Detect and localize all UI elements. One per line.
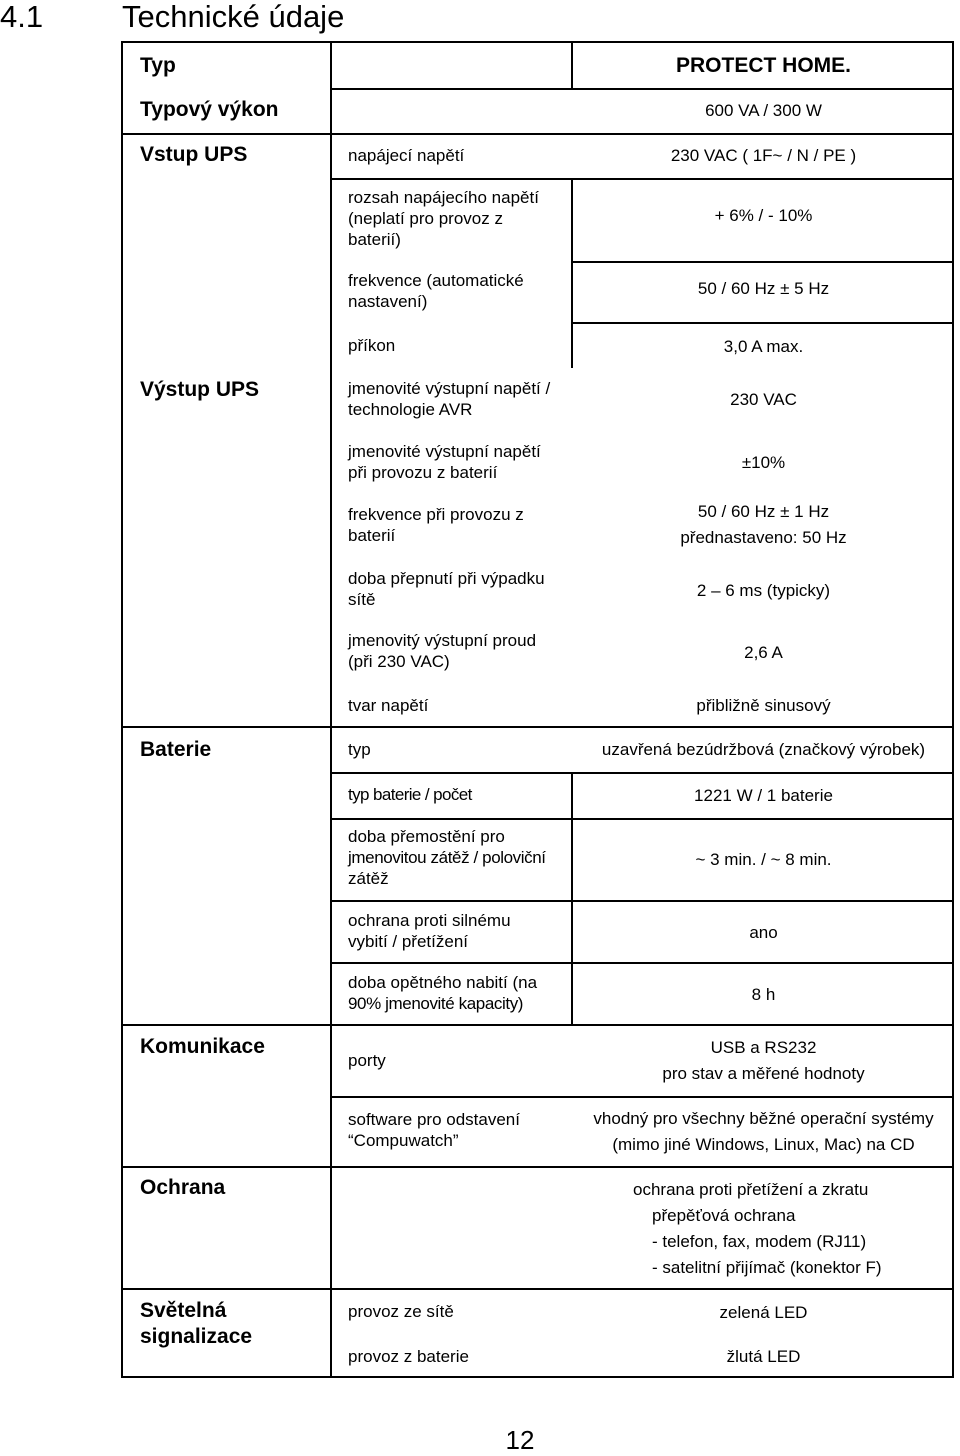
param-line: jmenovité výstupní napětí xyxy=(348,442,541,461)
param-tvar-napeti: tvar napětí xyxy=(348,696,429,715)
ochrana-line: - telefon, fax, modem (RJ11) xyxy=(652,1232,867,1251)
row-divider xyxy=(121,1024,954,1026)
label-svetelna-signalizace xyxy=(140,1298,252,1350)
row-divider xyxy=(330,962,954,964)
value-line: přednastaveno: 50 Hz xyxy=(680,528,847,547)
param-line: technologie AVR xyxy=(348,400,473,419)
row-divider xyxy=(330,772,954,774)
param-line: zátěž xyxy=(348,869,389,888)
value-doba-premosteni: ~ 3 min. / ~ 8 min. xyxy=(695,850,832,869)
row-divider xyxy=(330,88,954,90)
param-typ-baterie: typ xyxy=(348,740,371,759)
value-line: vhodný pro všechny běžné operační systémy xyxy=(593,1109,934,1128)
param-line: jmenovité výstupní napětí / xyxy=(348,379,551,398)
param-line: jmenovitou zátěž / poloviční xyxy=(348,848,546,867)
param-rozsah-napeti xyxy=(348,187,539,250)
label-vystup-ups: Výstup UPS xyxy=(140,378,260,401)
param-provoz-baterie: provoz z baterie xyxy=(348,1347,469,1366)
value-doba-prepnuti: 2 – 6 ms (typicky) xyxy=(696,581,831,600)
value-typ-baterie: uzavřená bezúdržbová (značkový výrobek) xyxy=(601,740,926,759)
param-ochrana-vybiti xyxy=(348,910,511,952)
param-napajeci-napeti: napájecí napětí xyxy=(348,146,465,165)
param-line: nastavení) xyxy=(348,292,428,311)
ochrana-line: přepěťová ochrana xyxy=(652,1206,796,1225)
page-number: 12 xyxy=(505,1425,535,1455)
value-line: (mimo jiné Windows, Linux, Mac) na CD xyxy=(612,1135,915,1154)
value-frekvence: 50 / 60 Hz ± 5 Hz xyxy=(697,279,830,298)
typovy-vykon-value: 600 VA / 300 W xyxy=(705,101,822,120)
value-line: USB a RS232 xyxy=(710,1038,817,1057)
param-line: (neplatí pro provoz z xyxy=(348,209,503,228)
param-software xyxy=(348,1109,520,1151)
ochrana-value xyxy=(633,1177,882,1281)
value-vystupni-napeti: 230 VAC xyxy=(730,390,797,409)
row-divider xyxy=(330,1096,954,1098)
param-line: vybití / přetížení xyxy=(348,932,468,951)
param-line: jmenovitý výstupní proud xyxy=(348,631,537,650)
param-prikon: příkon xyxy=(348,336,396,355)
value-line: pro stav a měřené hodnoty xyxy=(662,1064,865,1083)
value-napajeci-napeti: 230 VAC ( 1F~ / N / PE ) xyxy=(670,146,857,165)
value-frekvence-baterie xyxy=(573,499,954,551)
param-line: “Compuwatch” xyxy=(348,1131,459,1150)
value-ochrana-vybiti: ano xyxy=(749,923,778,942)
label-baterie: Baterie xyxy=(140,738,212,761)
row-divider xyxy=(330,178,954,180)
param-line: při provozu z baterií xyxy=(348,463,498,482)
param-line: rozsah napájecího napětí xyxy=(348,188,539,207)
param-frekvence-baterie xyxy=(348,504,524,546)
row-divider xyxy=(571,322,954,324)
row-divider xyxy=(571,261,954,263)
param-porty: porty xyxy=(348,1051,386,1070)
value-doba-nabiti: 8 h xyxy=(751,985,776,1004)
param-line: ochrana proti silnému xyxy=(348,911,511,930)
param-line: doba přepnutí při výpadku xyxy=(348,569,545,588)
row-divider xyxy=(330,900,954,902)
param-napeti-baterie xyxy=(348,441,541,483)
param-frekvence xyxy=(348,270,524,312)
row-divider xyxy=(121,1166,954,1168)
row-divider xyxy=(121,1288,954,1290)
row-divider xyxy=(330,818,954,820)
value-provoz-site: zelená LED xyxy=(719,1303,808,1322)
param-vystupni-napeti xyxy=(348,378,550,420)
param-line: doba opětného nabití (na xyxy=(348,973,538,992)
value-porty xyxy=(573,1035,954,1087)
param-doba-prepnuti xyxy=(348,568,545,610)
value-prikon: 3,0 A max. xyxy=(723,337,804,356)
param-line: 90% jmenovité kapacity) xyxy=(348,994,524,1013)
param-line: doba přemostění pro xyxy=(348,827,505,846)
col-divider xyxy=(330,41,332,1378)
param-doba-nabiti xyxy=(348,972,537,1014)
label-typovy-vykon: Typový výkon xyxy=(140,98,279,121)
value-rozsah-napeti: + 6% / - 10% xyxy=(714,206,813,225)
label-line: Světelná xyxy=(140,1299,227,1322)
value-software xyxy=(573,1106,954,1158)
param-typ-pocet: typ baterie / počet xyxy=(348,785,472,804)
param-vystupni-proud xyxy=(348,630,536,672)
label-komunikace: Komunikace xyxy=(140,1035,265,1058)
section-title: Technické údaje xyxy=(122,0,345,34)
value-typ-pocet: 1221 W / 1 baterie xyxy=(694,786,833,805)
param-line: frekvence při provozu z xyxy=(348,505,524,524)
param-line: (při 230 VAC) xyxy=(348,652,450,671)
param-line: sítě xyxy=(348,590,376,609)
section-number: 4.1 xyxy=(0,0,44,34)
param-provoz-site: provoz ze sítě xyxy=(348,1302,454,1321)
value-vystupni-proud: 2,6 A xyxy=(744,643,783,662)
param-line: baterií xyxy=(348,526,396,545)
param-line: software pro odstavení xyxy=(348,1110,520,1129)
ochrana-line: - satelitní přijímač (konektor F) xyxy=(652,1258,882,1277)
label-typ: Typ xyxy=(140,54,176,77)
ochrana-line: ochrana proti přetížení a zkratu xyxy=(633,1180,869,1199)
param-line: frekvence (automatické xyxy=(348,271,524,290)
label-line: signalizace xyxy=(140,1325,253,1348)
row-divider xyxy=(121,726,954,728)
value-provoz-baterie: žlutá LED xyxy=(726,1347,801,1366)
param-line: baterií) xyxy=(348,230,401,249)
value-line: 50 / 60 Hz ± 1 Hz xyxy=(697,502,830,521)
value-tvar-napeti: přibližně sinusový xyxy=(696,696,831,715)
param-doba-premosteni xyxy=(348,826,546,889)
product-name: PROTECT HOME. xyxy=(675,54,851,77)
value-napeti-baterie: ±10% xyxy=(741,453,786,472)
label-vstup-ups: Vstup UPS xyxy=(140,143,248,166)
label-ochrana: Ochrana xyxy=(140,1176,226,1199)
row-divider xyxy=(121,133,954,135)
